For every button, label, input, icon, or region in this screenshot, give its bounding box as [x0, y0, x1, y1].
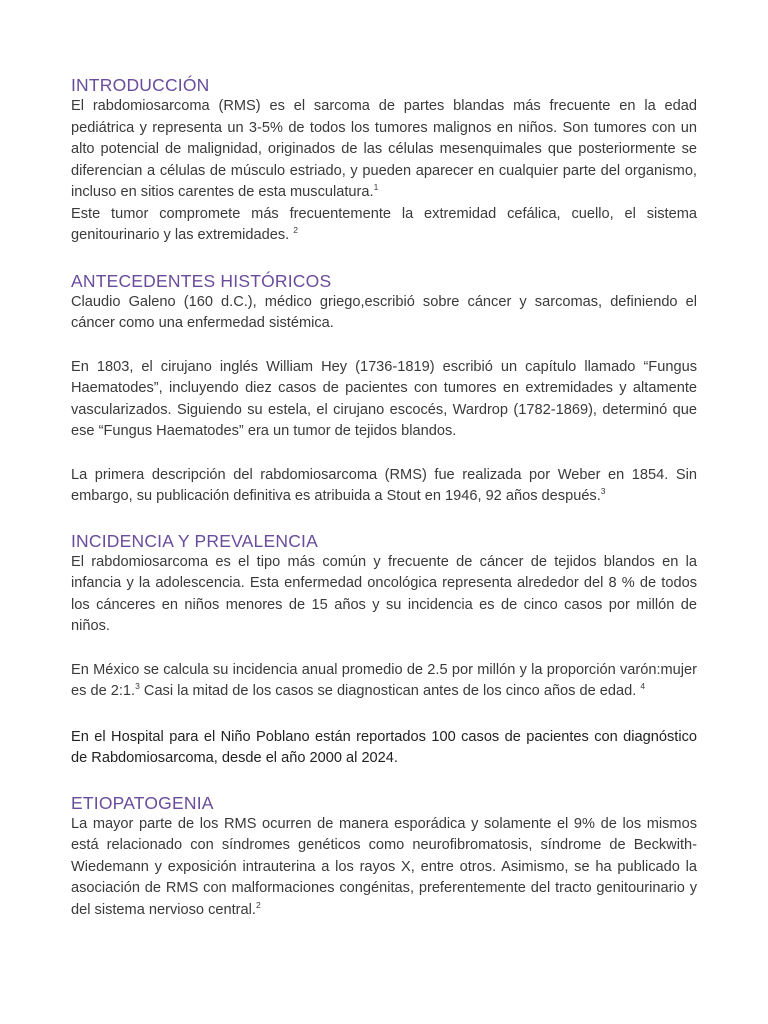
paragraph-text: El rabdomiosarcoma (RMS) es el sarcoma de partes blandas más frecuente en la edad pediátrica y representa un 3-5% de todos los tumores malignos en niños. Son tumores con un alto potencial de malignidad, originados de las células mesenquimales que posteriormente se diferencian a células de músculo estriado, y pueden aparecer en cualquier parte del organismo, incluso en sitios carentes de esta musculatura.: [71, 98, 697, 200]
reference-mark: 3: [600, 486, 606, 496]
paragraph-text: Casi la mitad de los casos se diagnostican antes de los cinco años de edad.: [139, 683, 637, 699]
paragraph-text: El rabdomiosarcoma es el tipo más común y frecuente de cáncer de tejidos blandos en la infancia y la adolescencia. Esta enfermedad oncológica representa alrededor del 8 % de todos los cánceres en niños menores de 15 años y su incidencia es de cinco casos por millón de niños.: [71, 553, 697, 634]
section-etiopatogenia: [71, 792, 697, 922]
paragraph-text: En el Hospital para el Niño Poblano están reportados 100 casos de pacientes con diagnóstico de Rabdomiosarcoma, desde el año 2000 al 2024.: [71, 728, 697, 766]
paragraph-text: La mayor parte de los RMS ocurren de manera esporádica y solamente el 9% de los mismos está relacionado con síndromes genéticos como neurofibromatosis, síndrome de Beckwith-Wiedemann y exposición intrauterina a los rayos X, entre otros. Asimismo, se ha publicado la asociación de RMS con malformaciones congénitas, preferentemente del tracto genitourinario y del sistema nervioso central.: [71, 815, 697, 918]
section-heading-incidencia-prevalencia: INCIDENCIA Y PREVALENCIA: [71, 530, 318, 551]
paragraph: [71, 814, 697, 922]
paragraph: [71, 552, 697, 638]
paragraph: [71, 292, 697, 335]
section-heading-antecedentes-historicos: ANTECEDENTES HISTÓRICOS: [71, 270, 332, 291]
paragraph-text: La primera descripción del rabdomiosarcoma (RMS) fue realizada por Weber en 1854. Sin embargo, su publicación definitiva es atribuida a Stout en 1946, 92 años después.: [71, 466, 697, 504]
section-introduccion: [71, 74, 697, 247]
section-heading-etiopatogenia: ETIOPATOGENIA: [71, 792, 214, 813]
reference-mark: 3: [135, 681, 140, 691]
reference-mark: 4: [640, 681, 646, 691]
reference-mark: 1: [373, 182, 379, 192]
paragraph-text: Este tumor compromete más frecuentemente la extremidad cefálica, cuello, el sistema genitourinario y las extremidades.: [71, 205, 697, 243]
paragraph-text: Claudio Galeno (160 d.C.), médico griego,escribió sobre cáncer y sarcomas, definiendo el cáncer como una enfermedad sistémica.: [71, 293, 697, 331]
paragraph: [71, 727, 697, 770]
reference-mark: 2: [293, 225, 299, 235]
section-antecedentes-historicos: [71, 270, 697, 508]
paragraph: [71, 357, 697, 443]
paragraph: [71, 204, 697, 247]
reference-mark: 2: [255, 899, 261, 910]
section-incidencia-prevalencia: [71, 530, 697, 770]
section-heading-introduccion: INTRODUCCIÓN: [71, 75, 210, 95]
paragraph-text: En México se calcula su incidencia anual promedio de 2.5 por millón y la proporción varón:mujer es de 2:1.: [71, 661, 697, 699]
paragraph: [71, 96, 697, 204]
paragraph: [71, 465, 697, 508]
paragraph: [71, 660, 697, 703]
paragraph-text: En 1803, el cirujano inglés William Hey (1736-1819) escribió un capítulo llamado “Fungus Haematodes”, incluyendo diez casos de pacientes con tumores en extremidades y altamente vascularizados. Siguiendo su estela, el cirujano escocés, Wardrop (1782-1869), determinó que ese “Fungus Haematodes” era un tumor de tejidos blandos.: [71, 358, 697, 439]
